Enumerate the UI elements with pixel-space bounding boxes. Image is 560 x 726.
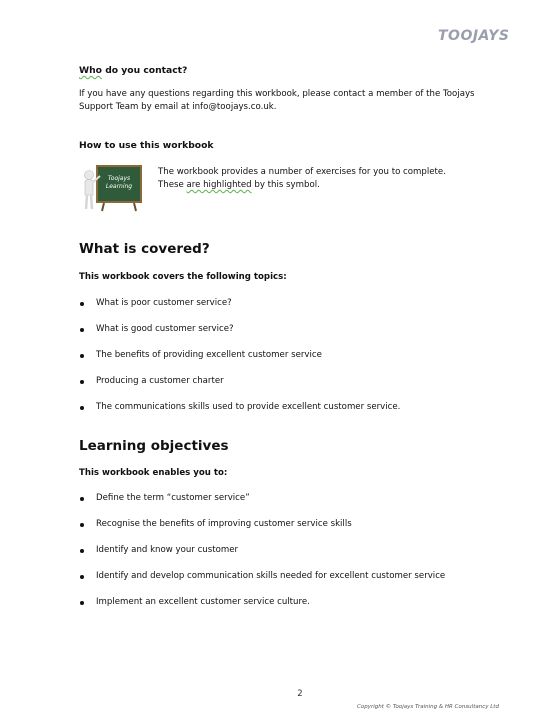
list-item	[79, 324, 400, 350]
objectives-list	[79, 493, 445, 623]
list-item	[79, 376, 400, 402]
list-item	[79, 298, 400, 324]
covered-heading: What is covered?	[79, 241, 210, 257]
list-item-text: Producing a customer charter	[96, 376, 224, 386]
list-item-text: Define the term “customer service”	[96, 493, 250, 503]
list-item-text: The communications skills used to provide excellent customer service.	[96, 402, 401, 412]
list-item	[79, 350, 400, 376]
how-to-use-line-1: The workbook provides a number of exercises for you to complete.	[158, 167, 446, 177]
list-item-text: Identify and develop communication skills needed for excellent customer service	[96, 571, 446, 581]
bullet-icon	[80, 354, 84, 358]
list-item-text: Identify and know your customer	[96, 545, 239, 555]
how-to-use-paragraph	[158, 166, 478, 192]
bullet-icon	[80, 601, 84, 605]
bullet-icon	[80, 328, 84, 332]
contact-line-2: Support Team by email at info@toojays.co.uk.	[79, 102, 277, 112]
page-number: 2	[297, 689, 303, 699]
objectives-intro: This workbook enables you to:	[79, 468, 228, 478]
list-item-text: Recognise the benefits of improving customer service skills	[96, 519, 352, 529]
how-to-use-line-2a: These	[158, 180, 187, 190]
list-item	[79, 545, 445, 571]
contact-heading-word1: Who	[79, 65, 102, 76]
bullet-icon	[80, 497, 84, 501]
bullet-icon	[80, 523, 84, 527]
list-item-text: What is poor customer service?	[96, 298, 232, 308]
company-logo: TOOJAYS	[438, 28, 510, 44]
bullet-icon	[80, 549, 84, 553]
contact-heading-rest: do you contact?	[102, 65, 188, 76]
contact-paragraph	[79, 88, 479, 114]
learning-chalkboard-icon	[80, 163, 144, 213]
contact-heading	[79, 65, 187, 76]
covered-intro: This workbook covers the following topics:	[79, 272, 287, 282]
list-item	[79, 597, 445, 623]
list-item	[79, 519, 445, 545]
copyright-notice: Copyright © Toojays Training & HR Consultancy Ltd	[357, 704, 499, 710]
list-item	[79, 402, 400, 428]
contact-line-1: If you have any questions regarding this workbook, please contact a member of the Toojays	[79, 89, 475, 99]
bullet-icon	[80, 302, 84, 306]
list-item	[79, 571, 445, 597]
list-item-text: The benefits of providing excellent customer service	[96, 350, 322, 360]
bullet-icon	[80, 380, 84, 384]
how-to-use-line-2-squiggle: are highlighted	[186, 180, 252, 190]
list-item	[79, 493, 445, 519]
bullet-icon	[80, 575, 84, 579]
board-text-line1: Toojays	[107, 175, 131, 182]
list-item-text: What is good customer service?	[96, 324, 234, 334]
list-item-text: Implement an excellent customer service culture.	[96, 597, 310, 607]
covered-list	[79, 298, 400, 428]
how-to-use-line-2b: by this symbol.	[251, 180, 320, 190]
board-text-line2: Learning	[105, 183, 133, 190]
objectives-heading: Learning objectives	[79, 438, 229, 454]
how-to-use-line-2	[158, 179, 478, 192]
how-to-use-heading: How to use this workbook	[79, 140, 214, 151]
bullet-icon	[80, 406, 84, 410]
